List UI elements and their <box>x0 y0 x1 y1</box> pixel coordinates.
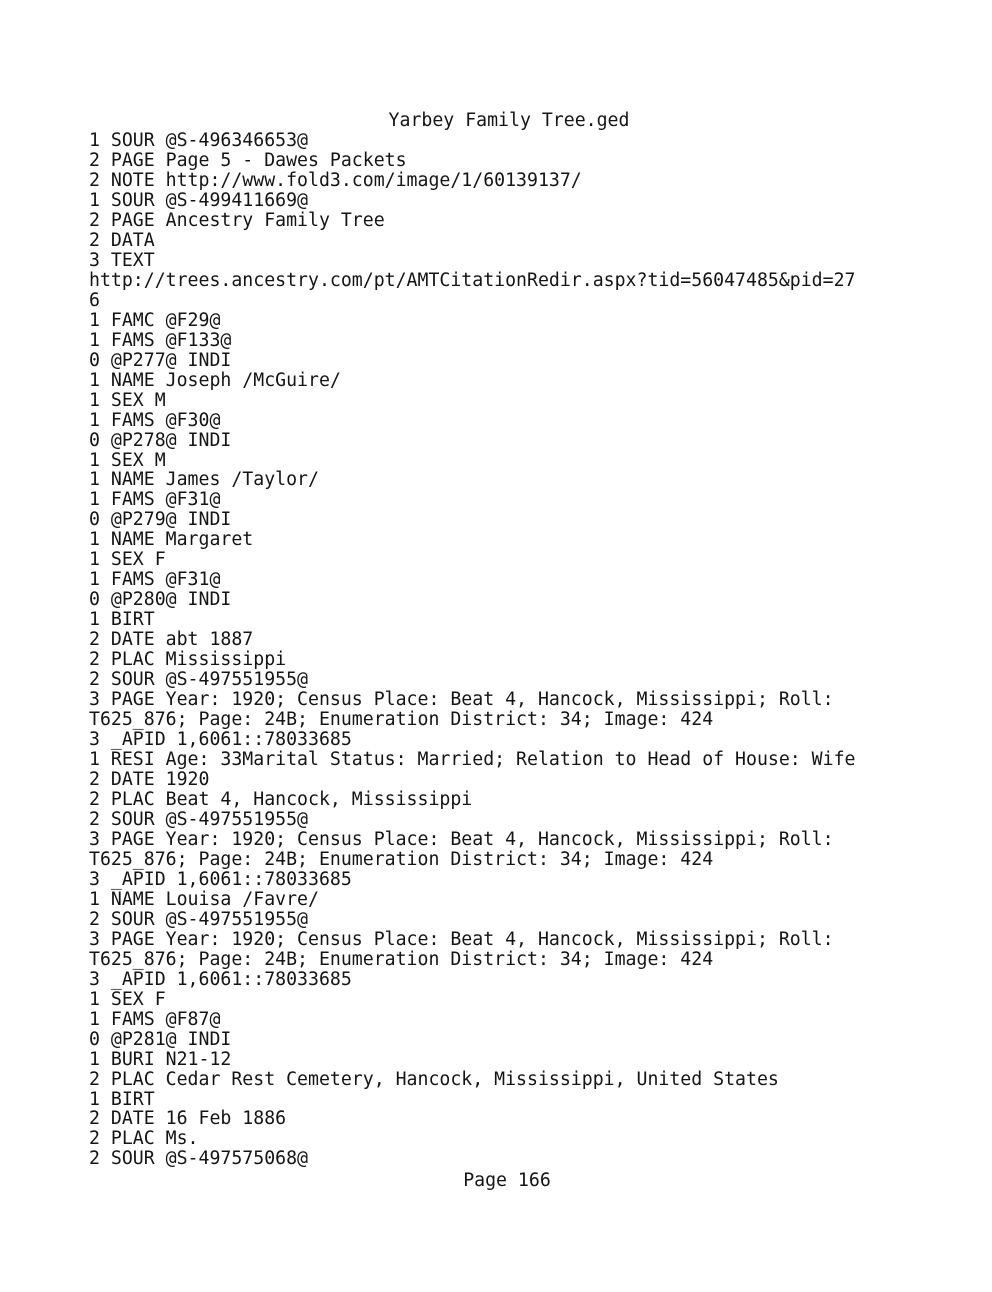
gedcom-line: 1 FAMS @F31@ <box>89 489 221 511</box>
gedcom-line: 2 PAGE Ancestry Family Tree <box>89 209 385 231</box>
gedcom-line: 3 _APID 1,6061::78033685 <box>89 729 352 751</box>
gedcom-line: 2 PLAC Beat 4, Hancock, Mississippi <box>89 788 473 810</box>
gedcom-line: 1 SOUR @S-496346653@ <box>89 130 308 151</box>
gedcom-line: 1 BIRT <box>89 609 155 631</box>
gedcom-line: 0 @P279@ INDI <box>89 509 232 531</box>
gedcom-line: T625_876; Page: 24B; Enumeration District: 34; Image: 424 <box>89 848 714 870</box>
gedcom-line: 3 PAGE Year: 1920; Census Place: Beat 4, Hancock, Mississippi; Roll: <box>89 689 834 711</box>
gedcom-record-list <box>89 131 856 1169</box>
gedcom-line: 2 SOUR @S-497551955@ <box>89 669 308 691</box>
gedcom-line: 2 PAGE Page 5 - Dawes Packets <box>89 149 407 171</box>
gedcom-line: 6 <box>89 289 100 311</box>
page-number: Page 166 <box>463 1170 551 1191</box>
gedcom-line: 1 SOUR @S-499411669@ <box>89 189 308 211</box>
gedcom-line: 1 NAME Joseph /McGuire/ <box>89 369 341 391</box>
gedcom-line: 2 DATA <box>89 229 155 251</box>
gedcom-line: 3 _APID 1,6061::78033685 <box>89 868 352 890</box>
gedcom-line: 1 NAME Louisa /Favre/ <box>89 888 319 910</box>
gedcom-line: 0 @P281@ INDI <box>89 1028 232 1050</box>
gedcom-line: 2 SOUR @S-497551955@ <box>89 908 308 930</box>
gedcom-line: 0 @P278@ INDI <box>89 429 232 451</box>
gedcom-line: 1 FAMS @F87@ <box>89 1008 221 1030</box>
gedcom-line: 3 TEXT <box>89 249 155 271</box>
gedcom-line: 0 @P277@ INDI <box>89 349 232 371</box>
gedcom-line: T625_876; Page: 24B; Enumeration District: 34; Image: 424 <box>89 948 714 970</box>
gedcom-line: 1 SEX M <box>89 389 166 411</box>
gedcom-line: 1 NAME James /Taylor/ <box>89 469 319 491</box>
gedcom-line: T625_876; Page: 24B; Enumeration District: 34; Image: 424 <box>89 709 714 731</box>
gedcom-line: 1 FAMS @F31@ <box>89 569 221 591</box>
gedcom-line: 1 NAME Margaret <box>89 529 254 551</box>
gedcom-line: 2 NOTE http://www.fold3.com/image/1/60139137/ <box>89 169 582 191</box>
gedcom-line: 1 BIRT <box>89 1088 155 1110</box>
gedcom-line: 1 SEX M <box>89 449 166 471</box>
gedcom-line: http://trees.ancestry.com/pt/AMTCitationRedir.aspx?tid=56047485&pid=27 <box>89 269 856 291</box>
gedcom-line: 0 @P280@ INDI <box>89 589 232 611</box>
gedcom-line: 1 SEX F <box>89 988 166 1010</box>
gedcom-line: 2 SOUR @S-497575068@ <box>89 1148 308 1170</box>
gedcom-line: 1 BURI N21-12 <box>89 1048 232 1070</box>
gedcom-line: 1 RESI Age: 33Marital Status: Married; Relation to Head of House: Wife <box>89 749 856 771</box>
gedcom-line: 2 DATE 1920 <box>89 769 210 790</box>
gedcom-line: 3 _APID 1,6061::78033685 <box>89 968 352 990</box>
gedcom-line: 3 PAGE Year: 1920; Census Place: Beat 4, Hancock, Mississippi; Roll: <box>89 828 834 850</box>
gedcom-line: 2 SOUR @S-497551955@ <box>89 808 308 830</box>
gedcom-line: 2 PLAC Ms. <box>89 1128 199 1150</box>
gedcom-line: 1 FAMS @F30@ <box>89 409 221 431</box>
gedcom-line: 2 DATE 16 Feb 1886 <box>89 1108 287 1130</box>
gedcom-line: 1 FAMS @F133@ <box>89 329 232 351</box>
gedcom-line: 2 PLAC Mississippi <box>89 649 287 671</box>
gedcom-line: 1 SEX F <box>89 549 166 571</box>
gedcom-line: 1 FAMC @F29@ <box>89 309 221 331</box>
document-title: Yarbey Family Tree.ged <box>388 110 630 131</box>
gedcom-line: 2 DATE abt 1887 <box>89 629 254 651</box>
gedcom-line: 3 PAGE Year: 1920; Census Place: Beat 4, Hancock, Mississippi; Roll: <box>89 928 834 950</box>
gedcom-line: 2 PLAC Cedar Rest Cemetery, Hancock, Mississippi, United States <box>89 1068 779 1090</box>
